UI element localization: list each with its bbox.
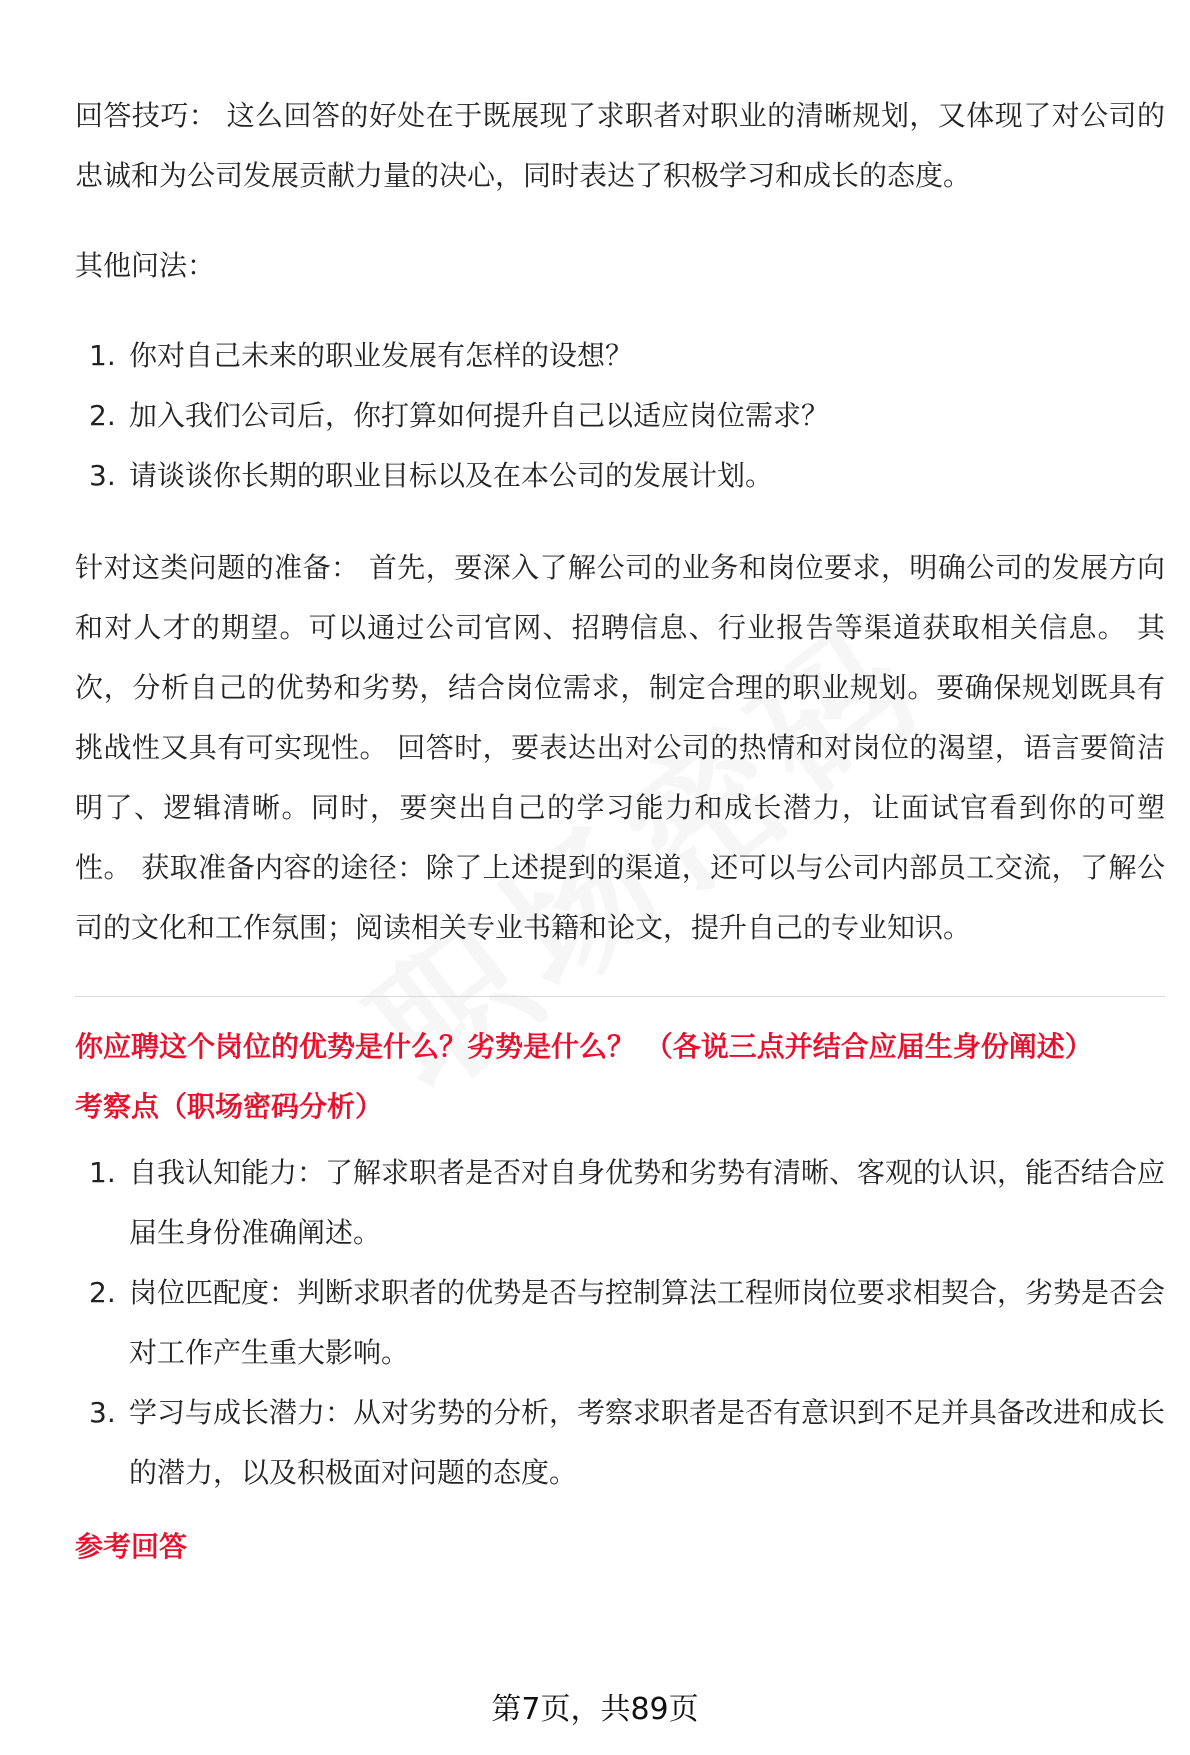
list-item bbox=[75, 1383, 1165, 1503]
section-divider bbox=[75, 996, 1165, 997]
list-item-number: 2. bbox=[89, 1276, 116, 1309]
list-item-number: 2. bbox=[89, 399, 116, 432]
list-item bbox=[75, 446, 1165, 506]
list-item-text: 请谈谈你长期的职业目标以及在本公司的发展计划。 bbox=[129, 459, 774, 492]
answer-tip-paragraph: 回答技巧： 这么回答的好处在于既展现了求职者对职业的清晰规划，又体现了对公司的忠诚和为公司发展贡献力量的决心，同时表达了积极学习和成长的态度。 bbox=[75, 99, 1165, 192]
list-item-number: 3. bbox=[89, 459, 116, 492]
other-questions-heading: 其他问法： bbox=[75, 249, 216, 282]
list-item bbox=[75, 386, 1165, 446]
list-item-number: 1. bbox=[89, 1156, 116, 1189]
list-item-text: 加入我们公司后，你打算如何提升自己以适应岗位需求？ bbox=[129, 399, 830, 432]
list-item-text: 你对自己未来的职业发展有怎样的设想？ bbox=[129, 339, 634, 372]
list-item bbox=[75, 326, 1165, 386]
question-title: 你应聘这个岗位的优势是什么？劣势是什么？ （各说三点并结合应届生身份阐述） bbox=[75, 1030, 1093, 1063]
list-item-text: 岗位匹配度：判断求职者的优势是否与控制算法工程师岗位要求相契合，劣势是否会对工作产生重大影响。 bbox=[129, 1276, 1166, 1369]
page-number: 第7页，共89页 bbox=[491, 1692, 699, 1727]
document-content bbox=[75, 86, 1165, 1577]
list-item-text: 自我认知能力：了解求职者是否对自身优势和劣势有清晰、客观的认识，能否结合应届生身份准确阐述。 bbox=[129, 1156, 1166, 1249]
list-item bbox=[75, 1263, 1165, 1383]
preparation-paragraph: 针对这类问题的准备： 首先，要深入了解公司的业务和岗位要求，明确公司的发展方向和对人才的期望。可以通过公司官网、招聘信息、行业报告等渠道获取相关信息。 其次，分析自己的优势和劣势，结合岗位需求，制定合理的职业规划。要确保规划既具有挑战性又具有可实现性。 回答时，要表达出对公司的热情和对岗位的渴望，语言要简洁明了、逻辑清晰。同时，要突出自己的学习能力和成长潜力，让面试官看到你的可塑性。 获取准备内容的途径：除了上述提到的渠道，还可以与公司内部员工交流，了解公司的文化和工作氛围；阅读相关专业书籍和论文，提升自己的专业知识。 bbox=[75, 551, 1165, 944]
focus-points-list bbox=[75, 1143, 1165, 1503]
focus-heading: 考察点（职场密码分析） bbox=[75, 1090, 384, 1123]
list-item-text: 学习与成长潜力：从对劣势的分析，考察求职者是否有意识到不足并具备改进和成长的潜力，以及积极面对问题的态度。 bbox=[129, 1396, 1166, 1489]
other-questions-list bbox=[75, 326, 1165, 506]
reference-answer-heading: 参考回答 bbox=[75, 1530, 188, 1563]
list-item-number: 1. bbox=[89, 339, 116, 372]
list-item bbox=[75, 1143, 1165, 1263]
list-item-number: 3. bbox=[89, 1396, 116, 1429]
